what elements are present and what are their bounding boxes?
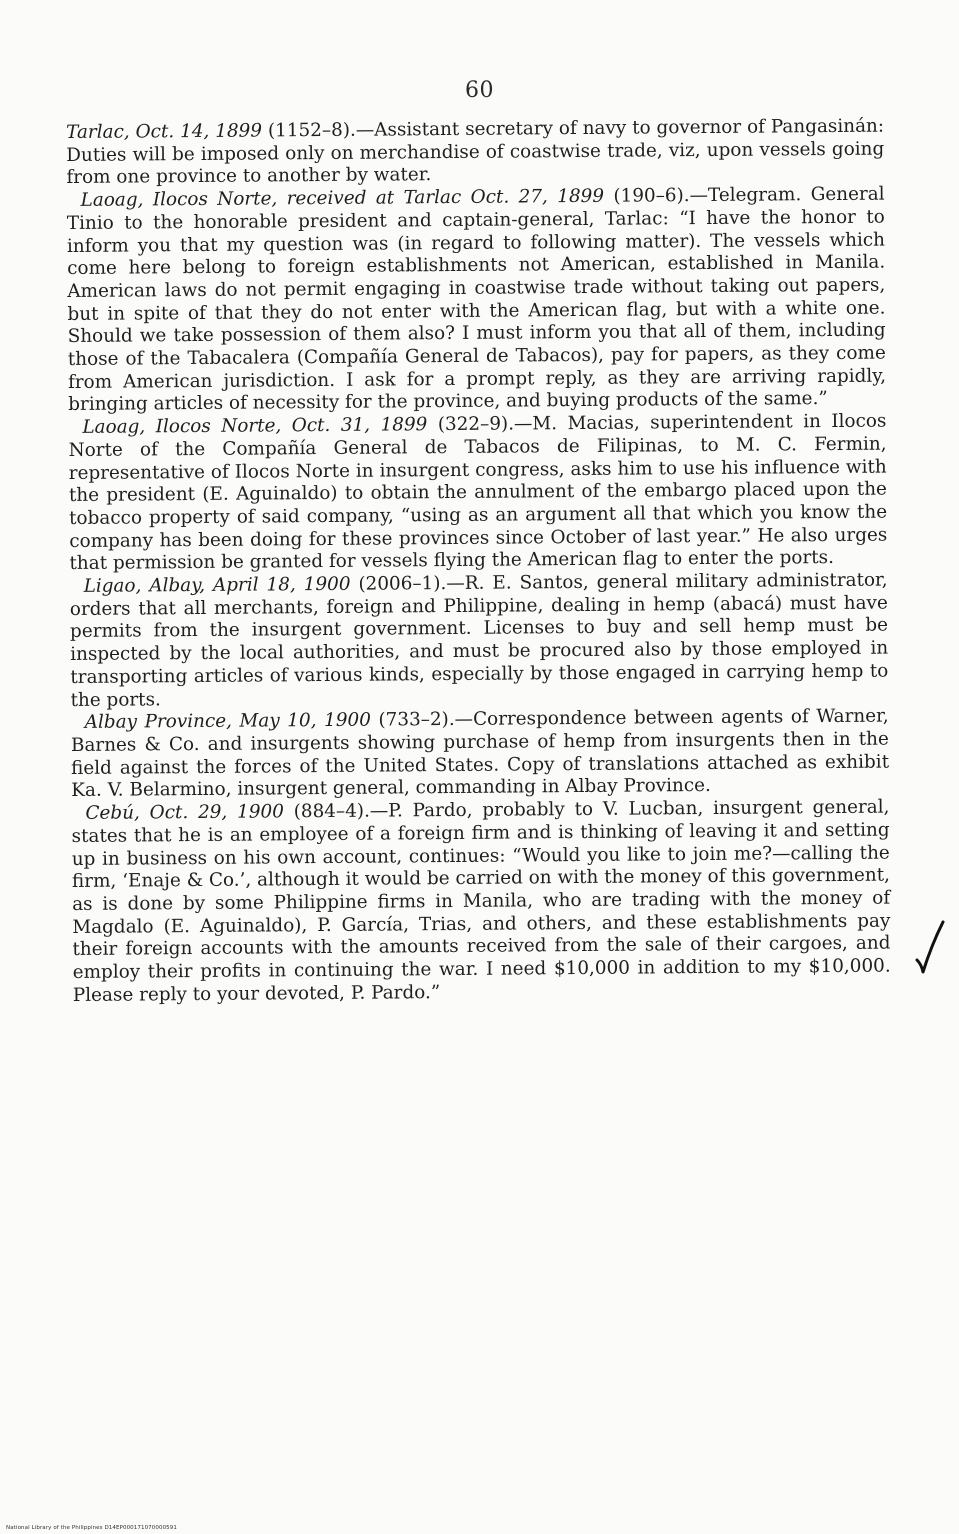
entry-text: (2006–1).—R. E. Santos, general military administrator, orders that all merchants, foreign and Philippine, dealing in hemp (abacá) must have permits from the insurgent government. Licenses to buy and sell hemp must be inspected by the local authorities, and must be procured also by those employed in transporting articles of various kinds, especially by those engaged in carrying hemp to the ports.	[69, 569, 889, 711]
checkmark-icon	[915, 916, 945, 976]
document-entry	[67, 184, 887, 417]
archive-footer: National Library of the Philippines D14EP000171070000591	[6, 1525, 177, 1531]
page-number: 60	[465, 78, 494, 103]
document-entry	[66, 116, 885, 191]
document-entry	[70, 570, 889, 713]
entry-date: Laoag, Ilocos Norte, received at Tarlac Oct. 27, 1899	[80, 185, 605, 211]
entry-date: Cebú, Oct. 29, 1900	[85, 801, 284, 824]
document-entry	[71, 797, 891, 1008]
entry-text: (733–2).—Correspondence between agents of Warner, Barnes & Co. and insurgents showing purchase of hemp from insurgents then in the field against the forces of the United States. Copy of translations attached as exhibit Ka. V. Belarmino, insurgent general, commanding in Albay Province.	[70, 705, 890, 802]
entry-text: (884–4).—P. Pardo, probably to V. Lucban, insurgent general, states that he is an employee of a foreign firm and is thinking of leaving it and setting up in business on his own account, continues: “Would you like to join me?—calling the firm, ‘Enaje & Co.’, although it would be carried on with the money of this government, as is done by some Philippine firms in Manila, who are trading with the money of Magdalo (E. Aguinaldo), P. García, Trias, and others, and these establishments pay their foreign accounts with the amounts received from the sale of their cargoes, and employ their profits in continuing the war. I need $10,000 in addition to my $10,000. Please reply to your devoted, P. Pardo.”	[71, 796, 891, 1006]
entry-date: Albay Province, May 10, 1900	[84, 709, 371, 734]
entry-date: Laoag, Ilocos Norte, Oct. 31, 1899	[82, 414, 428, 439]
entry-date: Ligao, Albay, April 18, 1900	[83, 573, 351, 597]
entry-text: (1152–8).—Assistant secretary of navy to governor of Pangasinán: Duties will be imposed only on merchandise of coastwise trade, viz, upon vessels going from one province to another by water.	[66, 115, 885, 189]
entry-text: (322–9).—M. Macias, superintendent in Ilocos Norte of the Compañía General de Tabacos de Filipinas, to M. C. Fermin, representative of Ilocos Norte in insurgent congress, asks him to use his influence with the president (E. Aguinaldo) to obtain the annulment of the embargo placed upon the tobacco property of said company, “using as an argument all that which you know the company has been doing for these provinces since October of last year.” He also urges that permission be granted for vessels flying the American flag to enter the ports.	[68, 410, 888, 575]
document-entry	[71, 706, 890, 803]
entry-text: (190–6).—Telegram. General Tinio to the honorable president and captain-general, Tarlac: “I have the honor to inform you that my question was (in regard to following matter). The vessels which come here belong to foreign establishments not American, established in Manila. American laws do not permit engaging in coastwise trade without taking out papers, but in spite of that they do not enter with the American flag, but with a white one. Should we take possession of them also? I must inform you that all of them, including those of the Tabacalera (Compañía General de Tabacos), pay for papers, as they come from American jurisdiction. I ask for a prompt reply, as they are arriving rapidly, bringing articles of necessity for the province, and buying products of the same.”	[66, 183, 887, 416]
document-body	[66, 116, 891, 1008]
entry-date: Tarlac, Oct. 14, 1899	[66, 120, 263, 143]
document-entry	[68, 411, 887, 576]
